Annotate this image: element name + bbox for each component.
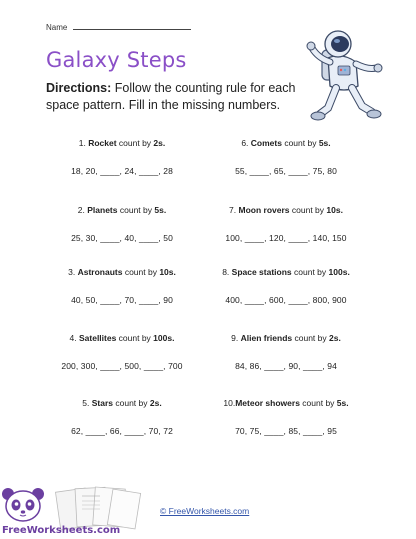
problem-10: 10.Meteor showers count by 5s. 70, 75, ____, 85, ____, 95 xyxy=(196,398,376,436)
name-label: Name xyxy=(46,23,68,32)
worksheet-title: Galaxy Steps xyxy=(46,48,187,72)
problem-6: 6. Comets count by 5s. 55, ____, 65, ____, 75, 80 xyxy=(196,138,376,176)
problem-7: 7. Moon rovers count by 10s. 100, ____, 120, ____, 140, 150 xyxy=(196,205,376,243)
problem-3: 3. Astronauts count by 10s. 40, 50, ____, 70, ____, 90 xyxy=(32,267,212,305)
sequence: 55, ____, 65, ____, 75, 80 xyxy=(235,166,337,176)
sequence: 62, ____, 66, ____, 70, 72 xyxy=(71,426,173,436)
directions xyxy=(46,80,296,114)
problem-4: 4. Satellites count by 100s. 200, 300, ____, 500, ____, 700 xyxy=(32,333,212,371)
astronaut-illustration xyxy=(298,28,388,126)
sequence: 200, 300, ____, 500, ____, 700 xyxy=(61,361,183,371)
directions-text: Follow the counting rule for each space pattern. Fill in the missing numbers. xyxy=(46,81,296,112)
freeworksheets-logo xyxy=(0,482,150,539)
problem-9: 9. Alien friends count by 2s. 84, 86, ____, 90, ____, 94 xyxy=(196,333,376,371)
sequence: 40, 50, ____, 70, ____, 90 xyxy=(71,295,173,305)
sequence: 70, 75, ____, 85, ____, 95 xyxy=(235,426,337,436)
sequence: 84, 86, ____, 90, ____, 94 xyxy=(235,361,337,371)
sequence: 18, 20, ____, 24, ____, 28 xyxy=(71,166,173,176)
sequence: 25, 30, ____, 40, ____, 50 xyxy=(71,233,173,243)
name-line xyxy=(73,22,191,30)
problem-1: 1. Rocket count by 2s. 18, 20, ____, 24, ____, 28 xyxy=(32,138,212,176)
problem-2: 2. Planets count by 5s. 25, 30, ____, 40, ____, 50 xyxy=(32,205,212,243)
sequence: 400, ____, 600, ____, 800, 900 xyxy=(225,295,347,305)
logo-text: FreeWorksheets.com xyxy=(2,525,121,536)
problem-5: 5. Stars count by 2s. 62, ____, 66, ____, 70, 72 xyxy=(32,398,212,436)
copyright-link[interactable]: © FreeWorksheets.com xyxy=(160,506,250,516)
sequence: 100, ____, 120, ____, 140, 150 xyxy=(225,233,347,243)
name-row xyxy=(46,22,191,32)
directions-label: Directions: xyxy=(46,81,112,95)
problem-8: 8. Space stations count by 100s. 400, ____, 600, ____, 800, 900 xyxy=(196,267,376,305)
